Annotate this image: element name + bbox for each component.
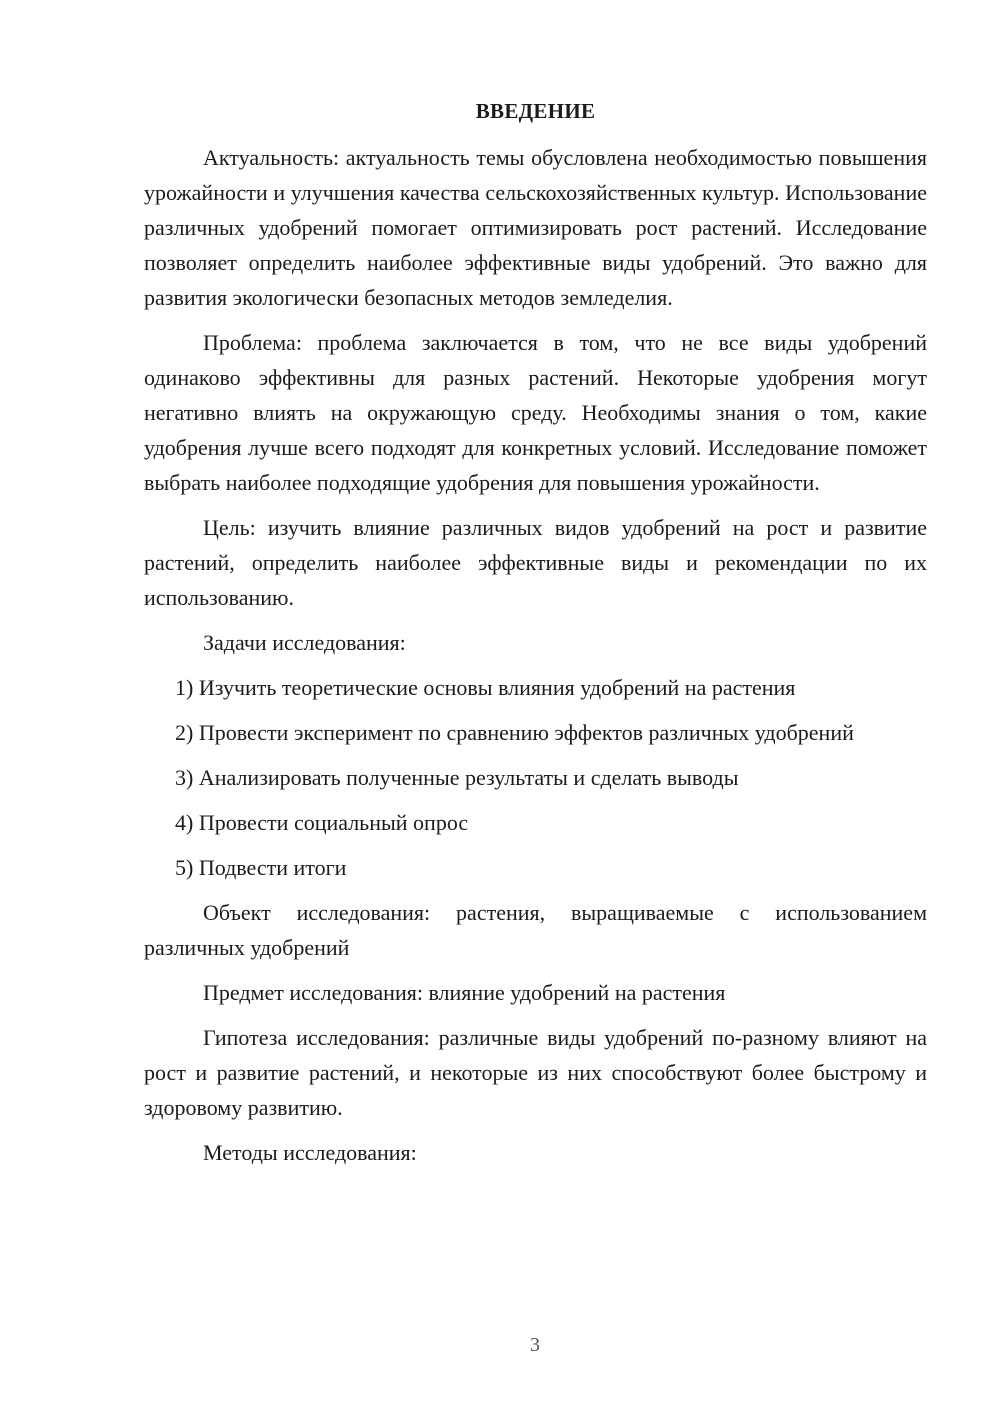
- paragraph-problem: Проблема: проблема заключается в том, что не все виды удобрений одинаково эффективны для разных растений. Некоторые удобрения могут негативно влиять на окружающую среду. Необходимы знания о том, какие удобрения лучше всего подходят для конкретных условий. Исследование поможет выбрать наиболее подходящие удобрения для повышения урожайности.: [144, 330, 927, 495]
- list-item: 1) Изучить теоретические основы влияния удобрений на растения: [175, 675, 796, 700]
- list-item: 5) Подвести итоги: [175, 855, 347, 880]
- methods-heading: Методы исследования:: [203, 1140, 417, 1165]
- page-content: [144, 94, 927, 1180]
- tasks-heading: Задачи исследования:: [203, 630, 406, 655]
- paragraph-hypothesis: Гипотеза исследования: различные виды удобрений по-разному влияют на рост и развитие растений, и некоторые из них способствуют более быстрому и здоровому развитию.: [144, 1025, 927, 1120]
- page-number: 3: [530, 1334, 540, 1356]
- list-item: 2) Провести эксперимент по сравнению эффектов различных удобрений: [175, 720, 854, 745]
- list-item: 3) Анализировать полученные результаты и сделать выводы: [175, 765, 739, 790]
- section-title: ВВЕДЕНИЕ: [475, 99, 596, 123]
- paragraph-object: Объект исследования: растения, выращиваемые с использованием различных удобрений: [144, 900, 927, 960]
- paragraph-goal: Цель: изучить влияние различных видов удобрений на рост и развитие растений, определить наиболее эффективные виды и рекомендации по их использованию.: [144, 515, 927, 610]
- paragraph-subject: Предмет исследования: влияние удобрений на растения: [203, 980, 726, 1005]
- list-item: 4) Провести социальный опрос: [175, 810, 469, 835]
- tasks-list: [144, 670, 927, 885]
- paragraph-relevance: Актуальность: актуальность темы обусловлена необходимостью повышения урожайности и улучшения качества сельскохозяйственных культур. Использование различных удобрений помогает оптимизировать рост растений. Исследование позволяет определить наиболее эффективные виды удобрений. Это важно для развития экологически безопасных методов земледелия.: [144, 145, 927, 310]
